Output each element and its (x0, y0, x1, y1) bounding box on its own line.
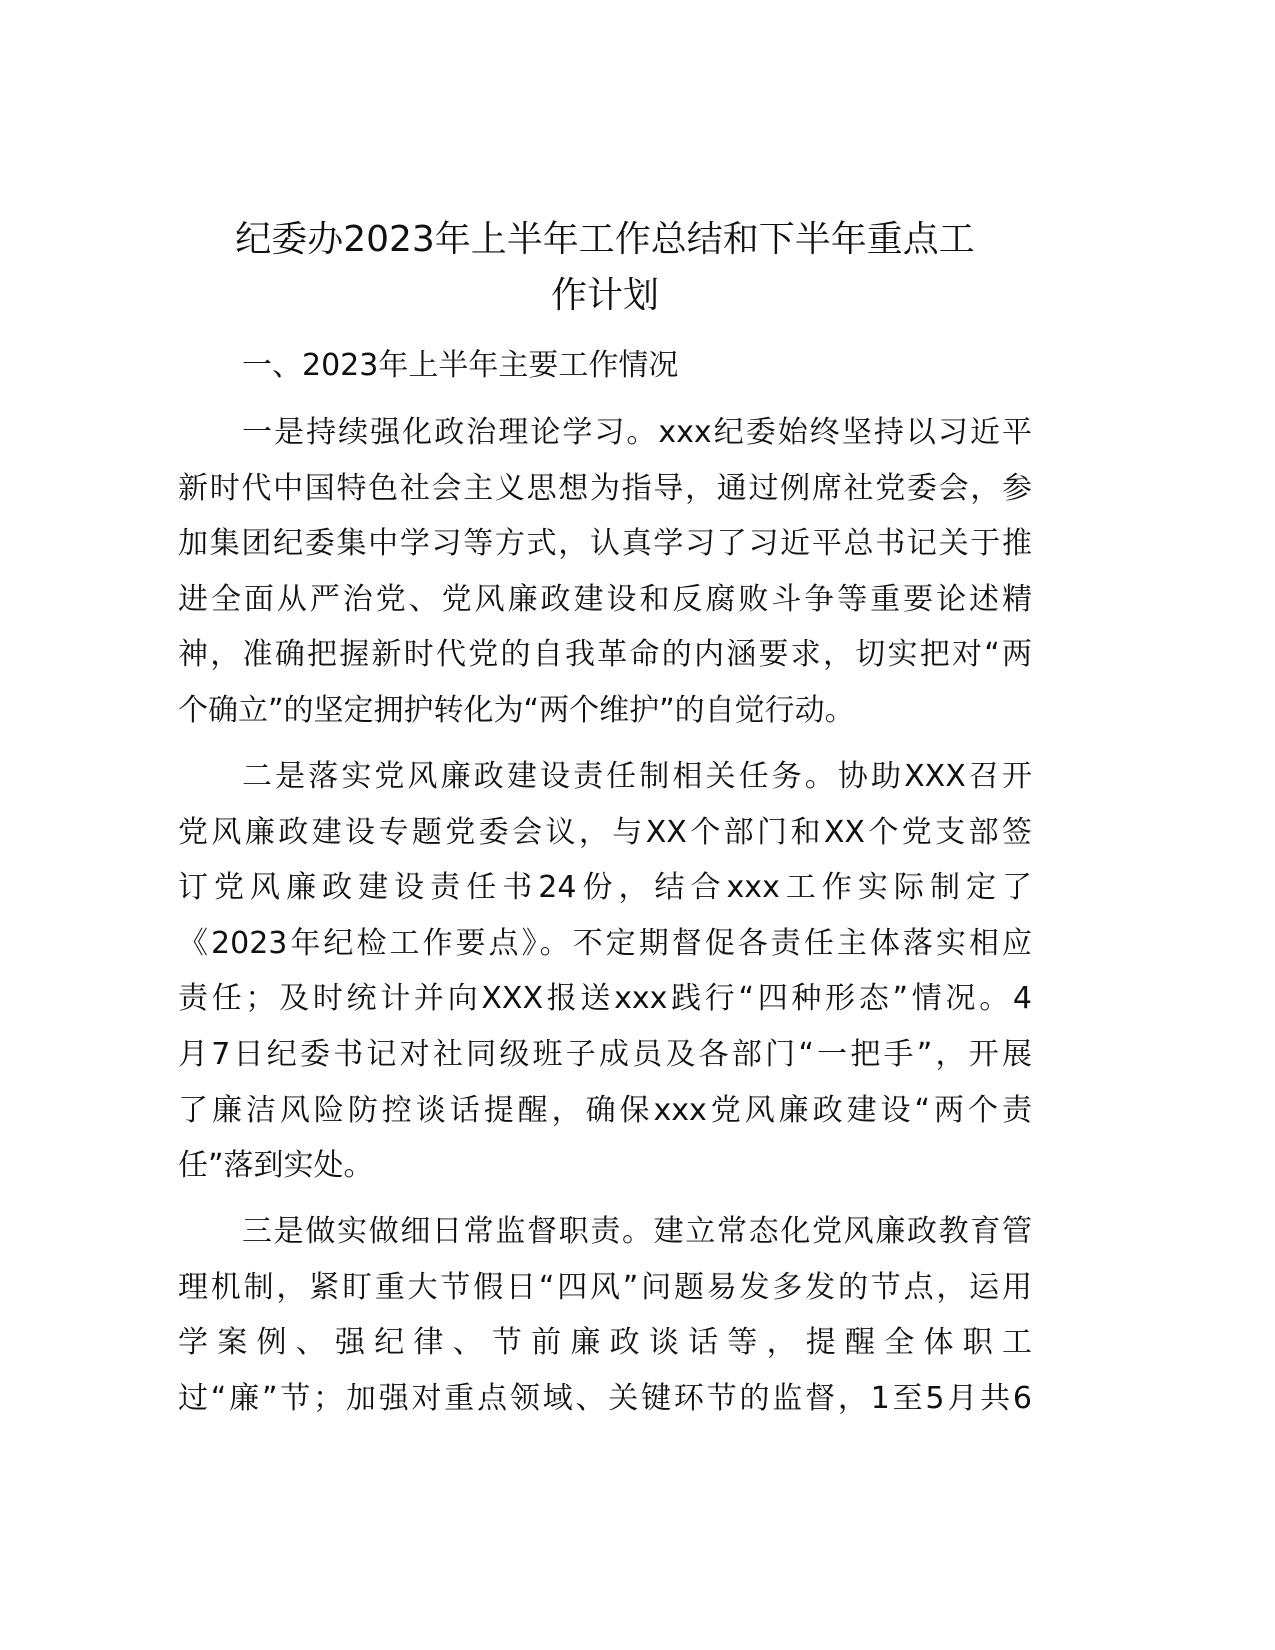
paragraph-2-line: 月7日纪委书记对社同级班子成员及各部门“一把手”，开展 (178, 1037, 1032, 1072)
paragraph-1-line: 个确立”的坚定拥护转化为“两个维护”的自觉行动。 (178, 693, 855, 728)
paragraph-1-line: 进全面从严治党、党风廉政建设和反腐败斗争等重要论述精 (178, 581, 1032, 617)
paragraph-2-line: 党风廉政建设专题党委会议，与XX个部门和XX个党支部签 (178, 814, 1032, 850)
section-heading: 一、2023年上半年主要工作情况 (242, 348, 679, 383)
paragraph-3-line: 过“廉”节；加强对重点领域、关键环节的监督，1至5月共6 (178, 1380, 1032, 1416)
paragraph-2-line: 二是落实党风廉政建设责任制相关任务。协助XXX召开 (242, 759, 1032, 794)
paragraph-1-line: 新时代中国特色社会主义思想为指导，通过例席社党委会，参 (178, 470, 1032, 506)
paragraph-1-line: 神，准确把握新时代党的自我革命的内涵要求，切实把对“两 (178, 637, 1032, 673)
paragraph-2-line: 任”落到实处。 (178, 1148, 374, 1184)
paragraph-1-line: 一是持续强化政治理论学习。xxx纪委始终坚持以习近平 (242, 415, 1032, 450)
paragraph-3-line: 理机制，紧盯重大节假日“四风”问题易发多发的节点，运用 (178, 1269, 1032, 1305)
paragraph-3-line: 学案例、强纪律、节前廉政谈话等，提醒全体职工 (178, 1325, 1032, 1361)
paragraph-2-line: 订党风廉政建设责任书24份，结合xxx工作实际制定了 (178, 870, 1032, 906)
document-title-line-2: 作计划 (550, 275, 659, 316)
paragraph-2-line: 责任；及时统计并向XXX报送xxx践行“四种形态”情况。4 (178, 981, 1032, 1017)
paragraph-1-line: 加集团纪委集中学习等方式，认真学习了习近平总书记关于推 (178, 526, 1032, 562)
document-title-line-1: 纪委办2023年上半年工作总结和下半年重点工 (235, 219, 975, 260)
paragraph-3-line: 三是做实做细日常监督职责。建立常态化党风廉政教育管 (242, 1214, 1032, 1249)
paragraph-2-line: 了廉洁风险防控谈话提醒，确保xxx党风廉政建设“两个责 (178, 1092, 1032, 1128)
paragraph-2-line: 《2023年纪检工作要点》。不定期督促各责任主体落实相应 (178, 925, 1032, 961)
